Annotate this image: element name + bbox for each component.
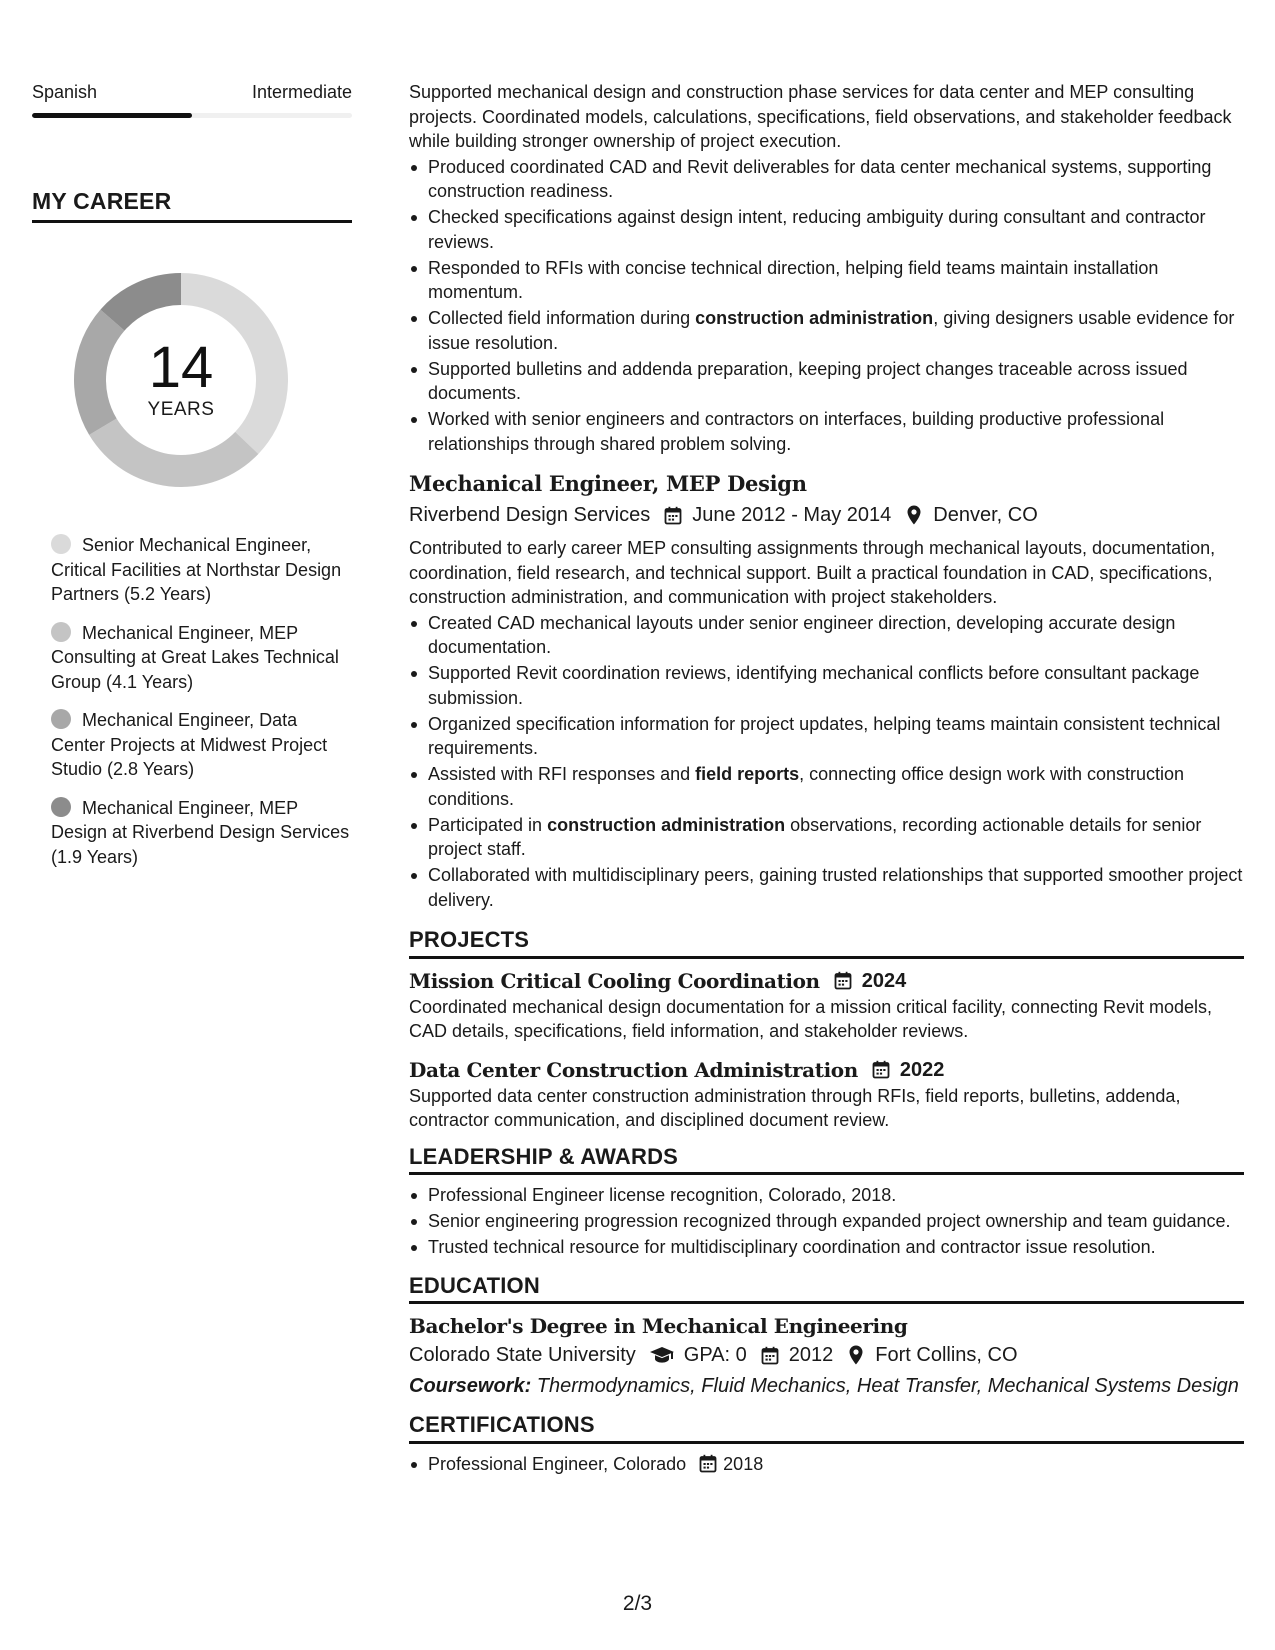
job-dates: June 2012 - May 2014 [692, 504, 892, 526]
bullet-item [409, 813, 1244, 862]
project-year: 2022 [899, 1058, 945, 1081]
career-years-unit: YEARS [147, 399, 215, 420]
legend-swatch [51, 797, 71, 817]
bullet-text: Worked with senior engineers and contractors on interfaces, building productive professional relationships through shared problem solving. [428, 409, 1165, 454]
bullet-item [409, 205, 1244, 254]
legend-swatch [51, 709, 71, 729]
award-item: Trusted technical resource for multidisciplinary coordination and contractor issue resolution. [409, 1235, 1244, 1260]
career-donut-chart [66, 265, 296, 495]
projects-list [409, 967, 1244, 1133]
legend-label: Mechanical Engineer, MEP Design at Riverbend Design Services (1.9 Years) [51, 797, 350, 867]
bullet-emphasis: field reports [695, 764, 800, 784]
legend-item [51, 708, 352, 782]
language-proficiency-bar [32, 113, 352, 118]
bullet-text: Produced coordinated CAD and Revit deliverables for data center mechanical systems, supporting construction readiness. [428, 156, 1212, 201]
previous-job-summary: Supported mechanical design and construction phase services for data center and MEP consulting projects. Coordinated models, calculations, specifications, field observations, and stakeholder feedback while building stronger ownership of project execution. [409, 82, 1232, 151]
bullet-text: Created CAD mechanical layouts under senior engineer direction, developing accurate design documentation. [428, 612, 1176, 657]
legend-label: Mechanical Engineer, MEP Consulting at Great Lakes Technical Group (4.1 Years) [51, 622, 339, 692]
language-row [32, 80, 352, 104]
bullet-text-tail: , giving designers usable evidence for issue resolution. [428, 308, 1235, 353]
coursework [409, 1373, 1244, 1399]
graduation-cap-icon [649, 1345, 675, 1365]
sidebar [32, 80, 352, 883]
gpa: GPA: 0 [683, 1344, 747, 1366]
legend-item [51, 796, 352, 870]
legend-swatch [51, 534, 71, 554]
award-item: Senior engineering progression recognized through expanded project ownership and team guidance. [409, 1209, 1244, 1234]
bullet-text: Collaborated with multidisciplinary peers, gaining trusted relationships that supported smoother project delivery. [428, 865, 1243, 910]
project-title: Data Center Construction Administration [409, 1057, 858, 1082]
legend-item [51, 533, 352, 607]
bullet-text: Participated in [428, 814, 548, 835]
bullet-item [409, 407, 1244, 456]
bullet-text: Supported bulletins and addenda preparation, keeping project changes traceable across issued documents. [428, 358, 1188, 403]
job-title: Mechanical Engineer, MEP Design [409, 471, 807, 496]
bullet-item [409, 306, 1244, 355]
language-name: Spanish [32, 82, 98, 102]
calendar-icon [760, 1345, 780, 1365]
career-legend [32, 533, 352, 869]
education-meta [409, 1340, 1244, 1370]
bullet-item [409, 256, 1244, 305]
awards-list [409, 1183, 1244, 1260]
job-summary: Contributed to early career MEP consulting assignments through mechanical layouts, documentation, coordination, field research, and technical support. Built a practical foundation in CAD, specifications, construction administration, and communication with project stakeholders. [409, 538, 1216, 607]
bullet-emphasis: construction administration [695, 308, 934, 328]
job-meta [409, 500, 1244, 530]
bullet-item [409, 611, 1244, 660]
project-description: Coordinated mechanical design documentation for a mission critical facility, connecting Revit models, CAD details, specifications, field information, and stakeholder reviews. [409, 996, 1213, 1041]
bullet-text: Collected field information during [428, 308, 696, 328]
bullet-text-tail: observations, recording actionable details for senior project staff. [428, 814, 1202, 859]
legend-label: Mechanical Engineer, Data Center Projects at Midwest Project Studio (2.8 Years) [51, 710, 328, 779]
certification-name: Professional Engineer, Colorado [428, 1453, 687, 1474]
job-location: Denver, CO [933, 504, 1038, 526]
bullet-text-tail: , connecting office design work with construction conditions. [428, 764, 1185, 809]
language-level: Intermediate [251, 82, 352, 102]
career-heading: MY CAREER [32, 188, 352, 223]
job-bullets [409, 611, 1244, 913]
job-company: Riverbend Design Services [409, 504, 651, 526]
projects-heading: PROJECTS [409, 928, 1244, 959]
map-pin-icon [904, 505, 924, 525]
language-proficiency-fill [32, 113, 192, 118]
map-pin-icon [846, 1345, 866, 1365]
coursework-list: Thermodynamics, Fluid Mechanics, Heat Transfer, Mechanical Systems Design [531, 1375, 1239, 1397]
bullet-item [409, 661, 1244, 710]
certifications-heading: CERTIFICATIONS [409, 1413, 1244, 1444]
degree-title: Bachelor's Degree in Mechanical Engineering [409, 1314, 908, 1338]
legend-swatch [51, 622, 71, 642]
calendar-icon [833, 971, 853, 991]
bullet-item [409, 155, 1244, 204]
career-total-years: 14 [148, 335, 214, 400]
certifications-list [409, 1452, 1244, 1477]
calendar-icon [698, 1454, 718, 1474]
page-number: 2/3 [622, 1592, 653, 1615]
certification-item [409, 1452, 1244, 1477]
bullet-text: Assisted with RFI responses and [428, 764, 696, 784]
main-content [409, 80, 1244, 1478]
graduation-year: 2012 [788, 1344, 834, 1366]
project-title-row [409, 1056, 1244, 1084]
bullet-item [409, 357, 1244, 406]
project-title: Mission Critical Cooling Coordination [409, 968, 820, 993]
certification-year: 2018 [723, 1453, 764, 1474]
bullet-text: Organized specification information for project updates, helping teams maintain consistent technical requirements. [428, 713, 1221, 758]
bullet-text: Supported Revit coordination reviews, identifying mechanical conflicts before consultant package submission. [428, 663, 1200, 708]
bullet-item [409, 863, 1244, 912]
project-title-row [409, 967, 1244, 995]
bullet-text: Checked specifications against design intent, reducing ambiguity during consultant and contractor reviews. [428, 207, 1206, 252]
award-item: Professional Engineer license recognition, Colorado, 2018. [409, 1183, 1244, 1208]
school-location: Fort Collins, CO [875, 1344, 1018, 1366]
calendar-icon [871, 1060, 891, 1080]
school-name: Colorado State University [409, 1344, 636, 1366]
education-heading: EDUCATION [409, 1274, 1244, 1305]
legend-label: Senior Mechanical Engineer, Critical Facilities at Northstar Design Partners (5.2 Years) [51, 535, 342, 604]
legend-item [51, 621, 352, 695]
awards-heading: LEADERSHIP & AWARDS [409, 1145, 1244, 1176]
calendar-icon [663, 505, 683, 525]
project-description: Supported data center construction administration through RFIs, field reports, bulletins, addenda, contractor communication, and disciplined document review. [409, 1085, 1181, 1130]
bullet-text: Responded to RFIs with concise technical direction, helping field teams maintain installation momentum. [428, 257, 1159, 302]
coursework-label: Coursework: [409, 1375, 532, 1397]
project-year: 2024 [861, 969, 907, 992]
bullet-emphasis: construction administration [547, 814, 786, 835]
previous-job-bullets [409, 155, 1244, 457]
donut-center [66, 265, 296, 495]
bullet-item [409, 762, 1244, 811]
bullet-item [409, 712, 1244, 761]
